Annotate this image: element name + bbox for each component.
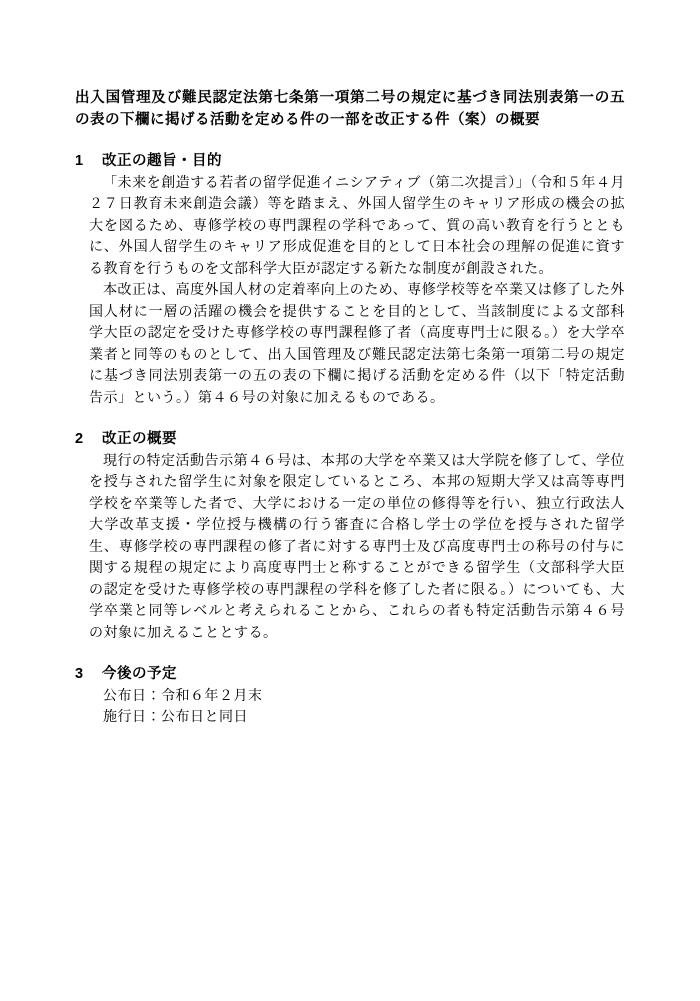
section-schedule [75, 664, 625, 729]
section-heading-text: 改正の概要 [102, 431, 177, 447]
section-body [89, 173, 625, 410]
section-purpose [75, 151, 625, 409]
section-number: 2 [75, 431, 84, 447]
schedule-promulgation-date: 公布日：令和６年２月末 [103, 688, 263, 704]
section-heading [75, 429, 625, 451]
section-overview [75, 429, 625, 644]
paragraph: 本改正は、高度外国人材の定着率向上のため、専修学校等を卒業又は修了した外国人材に一層の活躍の機会を提供することを目的として、当該制度による文部科学大臣の認定を受けた専修学校の専門課程修了者（高度専門士に限る。）を大学卒業者と同等のものとして、出入国管理及び難民認定法第七条第一項第二号の規定に基づき同法別表第一の五の表の下欄に掲げる活動を定める件（以下「特定活動告示」という。）第４６号の対象に加えるものである。 [89, 283, 625, 406]
document-title: 出入国管理及び難民認定法第七条第一項第二号の規定に基づき同法別表第一の五の表の下欄に掲げる活動を定める件の一部を改正する件（案）の概要 [75, 90, 625, 128]
section-heading-text: 改正の趣旨・目的 [102, 153, 222, 169]
schedule-enforcement-date: 施行日：公布日と同日 [103, 710, 248, 725]
section-body [89, 451, 625, 645]
section-heading [75, 151, 625, 173]
section-number: 1 [75, 153, 84, 169]
section-body [89, 686, 625, 729]
paragraph: 「未来を創造する若者の留学促進イニシアティブ（第二次提言）」（令和５年４月２７日教育未来創造会議）等を踏まえ、外国人留学生のキャリア形成の機会の拡大を図るため、専修学校の専門課程の学科であって、質の高い教育を行うとともに、外国人留学生のキャリア形成促進を目的として日本社会の理解の促進に資する教育を行うものを文部科学大臣が認定する新たな制度が創設された。 [89, 175, 625, 277]
section-heading [75, 664, 625, 686]
paragraph: 現行の特定活動告示第４６号は、本邦の大学を卒業又は大学院を修了して、学位を授与された留学生に対象を限定しているところ、本邦の短期大学又は高等専門学校を卒業等した者で、大学における一定の単位の修得等を行い、独立行政法人大学改革支援・学位授与機構の行う審査に合格し学士の学位を授与された留学生、専修学校の専門課程の修了者に対する専門士及び高度専門士の称号の付与に関する規程の規定により高度専門士と称することができる留学生（文部科学大臣の認定を受けた専修学校の専門課程の学科を修了した者に限る。）についても、大学卒業と同等レベルと考えられることから、これらの者も特定活動告示第４６号の対象に加えることとする。 [89, 453, 625, 641]
section-heading-text: 今後の予定 [102, 666, 177, 682]
section-number: 3 [75, 666, 84, 682]
